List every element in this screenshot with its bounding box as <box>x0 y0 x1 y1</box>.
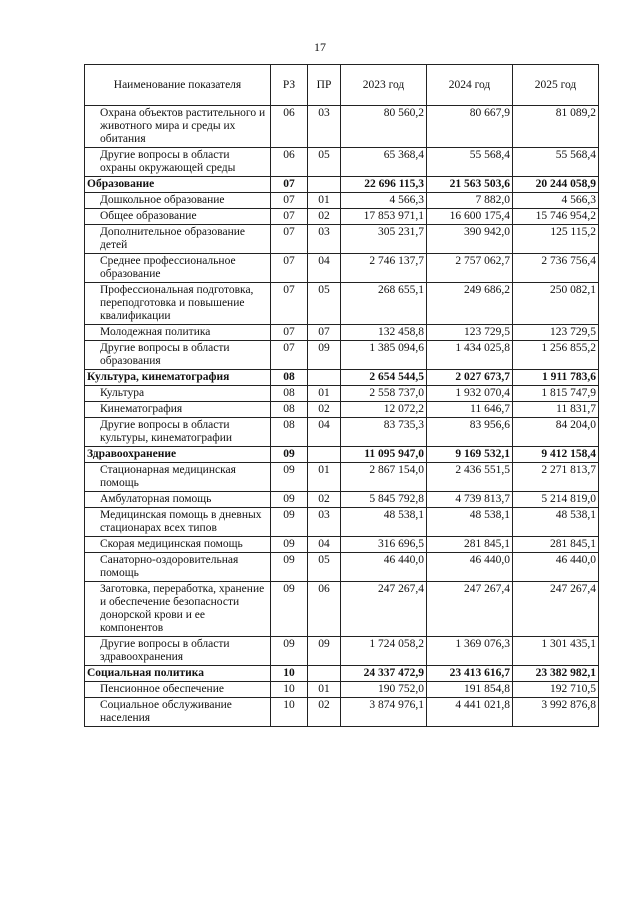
row-value-2024: 390 942,0 <box>427 225 513 254</box>
row-value-2023: 268 655,1 <box>341 283 427 325</box>
row-value-2024: 7 882,0 <box>427 193 513 209</box>
row-value-2023: 305 231,7 <box>341 225 427 254</box>
row-pr: 05 <box>308 148 341 177</box>
row-value-2023: 17 853 971,1 <box>341 209 427 225</box>
header-2023: 2023 год <box>341 65 427 106</box>
row-name: Социальная политика <box>85 666 271 682</box>
row-value-2023: 46 440,0 <box>341 553 427 582</box>
row-rz: 07 <box>271 177 308 193</box>
row-value-2025: 123 729,5 <box>513 325 599 341</box>
row-value-2024: 55 568,4 <box>427 148 513 177</box>
row-value-2023: 2 654 544,5 <box>341 370 427 386</box>
row-name: Другие вопросы в области здравоохранения <box>85 637 271 666</box>
row-name: Культура <box>85 386 271 402</box>
table-row <box>85 537 599 553</box>
row-pr: 02 <box>308 402 341 418</box>
row-value-2023: 3 874 976,1 <box>341 698 427 727</box>
row-name: Социальное обслуживание населения <box>85 698 271 727</box>
row-value-2024: 83 956,6 <box>427 418 513 447</box>
table-row <box>85 492 599 508</box>
row-name: Дополнительное образование детей <box>85 225 271 254</box>
row-value-2024: 1 434 025,8 <box>427 341 513 370</box>
row-value-2024: 23 413 616,7 <box>427 666 513 682</box>
row-value-2023: 316 696,5 <box>341 537 427 553</box>
row-pr: 09 <box>308 637 341 666</box>
row-value-2023: 22 696 115,3 <box>341 177 427 193</box>
row-value-2023: 83 735,3 <box>341 418 427 447</box>
row-rz: 07 <box>271 209 308 225</box>
row-value-2025: 4 566,3 <box>513 193 599 209</box>
row-name: Молодежная политика <box>85 325 271 341</box>
row-value-2025: 3 992 876,8 <box>513 698 599 727</box>
table-row <box>85 698 599 727</box>
row-value-2025: 192 710,5 <box>513 682 599 698</box>
row-name: Медицинская помощь в дневных стационарах всех типов <box>85 508 271 537</box>
row-pr: 06 <box>308 582 341 637</box>
row-value-2023: 24 337 472,9 <box>341 666 427 682</box>
row-rz: 09 <box>271 637 308 666</box>
row-rz: 07 <box>271 193 308 209</box>
row-value-2025: 2 271 813,7 <box>513 463 599 492</box>
table-row <box>85 209 599 225</box>
row-rz: 09 <box>271 463 308 492</box>
row-name: Другие вопросы в области культуры, кинематографии <box>85 418 271 447</box>
row-name: Охрана объектов растительного и животного мира и среды их обитания <box>85 106 271 148</box>
row-name: Здравоохранение <box>85 447 271 463</box>
row-value-2025: 20 244 058,9 <box>513 177 599 193</box>
row-value-2025: 84 204,0 <box>513 418 599 447</box>
row-rz: 07 <box>271 283 308 325</box>
row-value-2025: 9 412 158,4 <box>513 447 599 463</box>
row-pr: 01 <box>308 193 341 209</box>
row-value-2023: 247 267,4 <box>341 582 427 637</box>
row-rz: 09 <box>271 447 308 463</box>
row-pr: 03 <box>308 225 341 254</box>
row-name: Пенсионное обеспечение <box>85 682 271 698</box>
row-rz: 06 <box>271 148 308 177</box>
row-rz: 09 <box>271 492 308 508</box>
row-rz: 10 <box>271 682 308 698</box>
table-row <box>85 193 599 209</box>
row-value-2025: 11 831,7 <box>513 402 599 418</box>
row-value-2023: 12 072,2 <box>341 402 427 418</box>
row-value-2024: 2 027 673,7 <box>427 370 513 386</box>
table-row <box>85 463 599 492</box>
table-row <box>85 637 599 666</box>
row-value-2025: 55 568,4 <box>513 148 599 177</box>
row-value-2025: 5 214 819,0 <box>513 492 599 508</box>
row-value-2024: 249 686,2 <box>427 283 513 325</box>
row-rz: 08 <box>271 386 308 402</box>
row-value-2025: 1 911 783,6 <box>513 370 599 386</box>
row-pr <box>308 370 341 386</box>
row-value-2023: 4 566,3 <box>341 193 427 209</box>
row-value-2023: 48 538,1 <box>341 508 427 537</box>
row-value-2025: 125 115,2 <box>513 225 599 254</box>
row-name: Среднее профессиональное образование <box>85 254 271 283</box>
row-value-2023: 2 558 737,0 <box>341 386 427 402</box>
row-name: Дошкольное образование <box>85 193 271 209</box>
row-value-2023: 80 560,2 <box>341 106 427 148</box>
row-value-2024: 191 854,8 <box>427 682 513 698</box>
table-row <box>85 325 599 341</box>
row-value-2024: 123 729,5 <box>427 325 513 341</box>
header-name: Наименование показателя <box>85 65 271 106</box>
row-pr: 07 <box>308 325 341 341</box>
page-number: 17 <box>314 40 326 54</box>
row-value-2024: 281 845,1 <box>427 537 513 553</box>
row-pr: 01 <box>308 386 341 402</box>
row-value-2024: 48 538,1 <box>427 508 513 537</box>
row-value-2024: 11 646,7 <box>427 402 513 418</box>
row-name: Другие вопросы в области охраны окружающей среды <box>85 148 271 177</box>
row-value-2024: 46 440,0 <box>427 553 513 582</box>
row-name: Амбулаторная помощь <box>85 492 271 508</box>
row-name: Стационарная медицинская помощь <box>85 463 271 492</box>
table-row <box>85 682 599 698</box>
table-row <box>85 582 599 637</box>
row-value-2023: 132 458,8 <box>341 325 427 341</box>
row-rz: 07 <box>271 341 308 370</box>
row-name: Общее образование <box>85 209 271 225</box>
table-row <box>85 386 599 402</box>
row-value-2024: 21 563 503,6 <box>427 177 513 193</box>
row-pr <box>308 177 341 193</box>
row-pr: 03 <box>308 508 341 537</box>
row-rz: 09 <box>271 537 308 553</box>
row-value-2023: 11 095 947,0 <box>341 447 427 463</box>
row-pr: 04 <box>308 537 341 553</box>
row-value-2025: 46 440,0 <box>513 553 599 582</box>
row-pr <box>308 447 341 463</box>
row-pr: 05 <box>308 553 341 582</box>
row-value-2023: 1 724 058,2 <box>341 637 427 666</box>
row-rz: 08 <box>271 370 308 386</box>
row-value-2025: 23 382 982,1 <box>513 666 599 682</box>
row-name: Скорая медицинская помощь <box>85 537 271 553</box>
row-name: Санаторно-оздоровительная помощь <box>85 553 271 582</box>
row-pr: 01 <box>308 682 341 698</box>
row-value-2023: 1 385 094,6 <box>341 341 427 370</box>
row-value-2024: 4 739 813,7 <box>427 492 513 508</box>
row-pr: 02 <box>308 209 341 225</box>
row-rz: 10 <box>271 698 308 727</box>
row-rz: 09 <box>271 582 308 637</box>
row-value-2024: 4 441 021,8 <box>427 698 513 727</box>
table-section-row <box>85 177 599 193</box>
row-rz: 07 <box>271 254 308 283</box>
row-name: Кинематография <box>85 402 271 418</box>
row-value-2024: 1 932 070,4 <box>427 386 513 402</box>
row-value-2025: 247 267,4 <box>513 582 599 637</box>
table-row <box>85 418 599 447</box>
table-row <box>85 254 599 283</box>
row-value-2024: 9 169 532,1 <box>427 447 513 463</box>
row-value-2025: 1 815 747,9 <box>513 386 599 402</box>
row-value-2025: 1 301 435,1 <box>513 637 599 666</box>
table-row <box>85 225 599 254</box>
table-row <box>85 106 599 148</box>
table-row <box>85 148 599 177</box>
table-row <box>85 283 599 325</box>
row-rz: 08 <box>271 402 308 418</box>
header-2025: 2025 год <box>513 65 599 106</box>
row-rz: 07 <box>271 325 308 341</box>
row-name: Другие вопросы в области образования <box>85 341 271 370</box>
budget-table <box>84 64 599 727</box>
row-value-2024: 2 436 551,5 <box>427 463 513 492</box>
row-rz: 07 <box>271 225 308 254</box>
row-name: Культура, кинематография <box>85 370 271 386</box>
row-pr: 05 <box>308 283 341 325</box>
row-value-2024: 2 757 062,7 <box>427 254 513 283</box>
row-value-2023: 2 867 154,0 <box>341 463 427 492</box>
row-rz: 09 <box>271 553 308 582</box>
header-pr: ПР <box>308 65 341 106</box>
row-rz: 10 <box>271 666 308 682</box>
row-value-2025: 2 736 756,4 <box>513 254 599 283</box>
row-value-2025: 250 082,1 <box>513 283 599 325</box>
row-pr: 04 <box>308 418 341 447</box>
row-pr: 09 <box>308 341 341 370</box>
header-2024: 2024 год <box>427 65 513 106</box>
row-value-2023: 190 752,0 <box>341 682 427 698</box>
row-pr <box>308 666 341 682</box>
row-rz: 06 <box>271 106 308 148</box>
row-pr: 01 <box>308 463 341 492</box>
row-value-2025: 81 089,2 <box>513 106 599 148</box>
table-row <box>85 402 599 418</box>
row-pr: 02 <box>308 492 341 508</box>
row-value-2023: 65 368,4 <box>341 148 427 177</box>
row-pr: 03 <box>308 106 341 148</box>
table-section-row <box>85 447 599 463</box>
header-rz: РЗ <box>271 65 308 106</box>
table-row <box>85 341 599 370</box>
table-section-row <box>85 370 599 386</box>
table-body <box>85 106 599 727</box>
row-pr: 04 <box>308 254 341 283</box>
row-rz: 08 <box>271 418 308 447</box>
row-name: Заготовка, переработка, хранение и обеспечение безопасности донорской крови и ее компонентов <box>85 582 271 637</box>
row-value-2025: 281 845,1 <box>513 537 599 553</box>
row-pr: 02 <box>308 698 341 727</box>
row-rz: 09 <box>271 508 308 537</box>
row-value-2024: 80 667,9 <box>427 106 513 148</box>
table-header-row <box>85 65 599 106</box>
row-value-2023: 5 845 792,8 <box>341 492 427 508</box>
row-value-2024: 247 267,4 <box>427 582 513 637</box>
row-value-2023: 2 746 137,7 <box>341 254 427 283</box>
table-row <box>85 553 599 582</box>
table-row <box>85 508 599 537</box>
row-value-2025: 15 746 954,2 <box>513 209 599 225</box>
row-name: Профессиональная подготовка, переподготовка и повышение квалификации <box>85 283 271 325</box>
row-value-2025: 1 256 855,2 <box>513 341 599 370</box>
row-value-2025: 48 538,1 <box>513 508 599 537</box>
row-value-2024: 16 600 175,4 <box>427 209 513 225</box>
table-section-row <box>85 666 599 682</box>
row-value-2024: 1 369 076,3 <box>427 637 513 666</box>
row-name: Образование <box>85 177 271 193</box>
